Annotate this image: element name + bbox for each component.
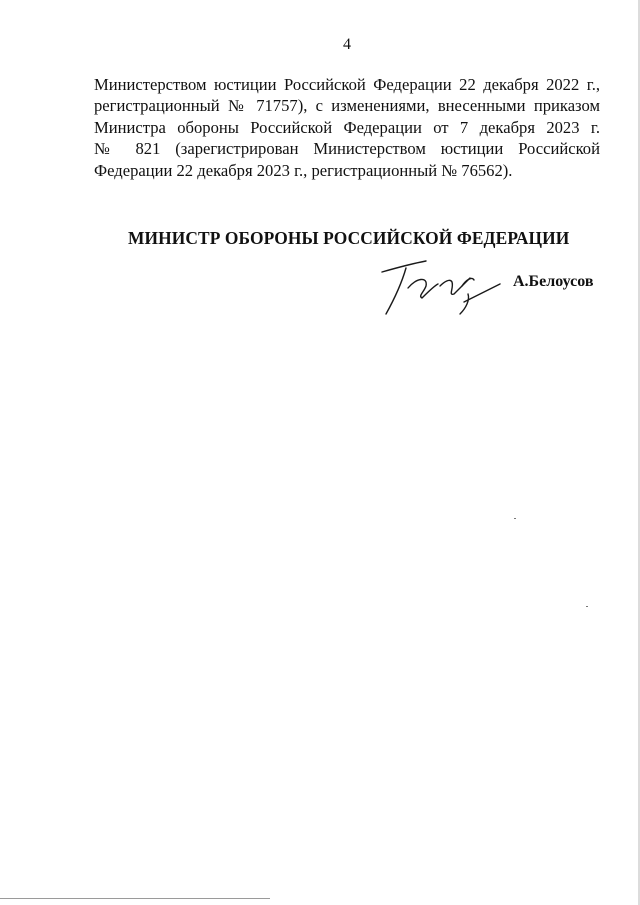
paragraph (94, 74, 600, 181)
paragraph-line: Министерством юстиции Российской Федерации 22 декабря 2022 г., (94, 75, 600, 94)
paragraph-line: регистрационный № 71757), с изменениями, внесенными приказом (94, 96, 600, 116)
scan-speck (586, 606, 588, 607)
signer-name: А.Белоусов (513, 273, 594, 290)
page-number: 4 (343, 36, 351, 53)
bottom-edge-line (0, 898, 270, 899)
paragraph-line: № 821 (зарегистрирован Министерством юстиции Российской (94, 139, 600, 159)
paragraph-line: Федерации 22 декабря 2023 г., регистрационный № 76562). (94, 160, 513, 180)
scan-speck (514, 518, 516, 519)
paragraph-line: Министра обороны Российской Федерации от 7 декабря 2023 г. (94, 117, 600, 137)
signatory-title: МИНИСТР ОБОРОНЫ РОССИЙСКОЙ ФЕДЕРАЦИИ (128, 228, 570, 248)
handwritten-signature (376, 258, 506, 324)
